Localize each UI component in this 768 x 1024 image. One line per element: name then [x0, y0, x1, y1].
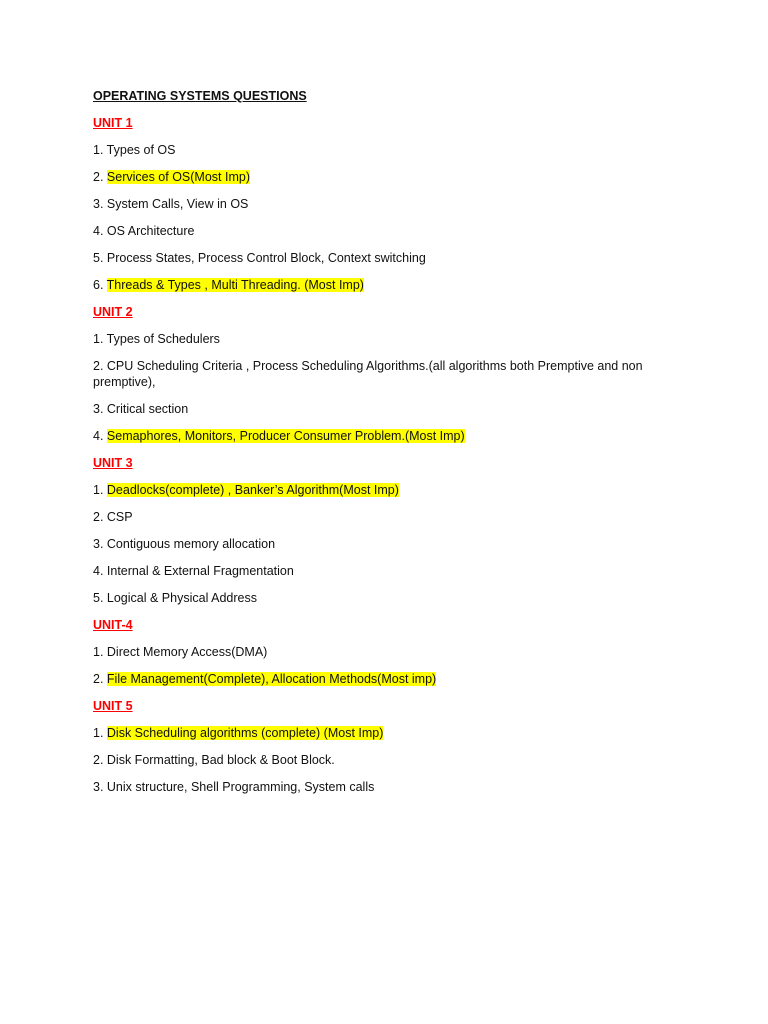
item-text-highlighted: Disk Scheduling algorithms (complete) (Most Imp) — [106, 726, 384, 740]
item-number: 4. — [93, 224, 107, 238]
item-number: 2. — [93, 510, 107, 524]
item-text-highlighted: Semaphores, Monitors, Producer Consumer Problem.(Most Imp) — [106, 429, 465, 443]
list-item — [93, 536, 683, 552]
item-text-highlighted: Threads & Types , Multi Threading. (Most Imp) — [106, 278, 364, 292]
item-number: 1. — [93, 143, 107, 157]
unit-heading: UNIT-4 — [93, 618, 133, 632]
item-number: 1. — [93, 332, 107, 346]
list-item — [93, 779, 683, 795]
item-text: Disk Formatting, Bad block & Boot Block. — [106, 753, 335, 767]
list-item — [93, 509, 683, 525]
item-number: 1. — [93, 726, 107, 740]
item-number: 2. — [93, 170, 107, 184]
item-number: 2. — [93, 359, 107, 373]
list-item — [93, 401, 683, 417]
item-number: 1. — [93, 483, 107, 497]
item-number: 5. — [93, 251, 107, 265]
item-text: Unix structure, Shell Programming, System calls — [106, 780, 375, 794]
item-text-highlighted: Deadlocks(complete) , Banker’s Algorithm(Most Imp) — [106, 483, 399, 497]
list-item — [93, 482, 683, 498]
item-text: Contiguous memory allocation — [106, 537, 276, 551]
list-item — [93, 590, 683, 606]
unit-heading: UNIT 5 — [93, 699, 133, 713]
item-number: 5. — [93, 591, 107, 605]
item-text: Types of OS — [106, 143, 176, 157]
list-item — [93, 428, 683, 444]
item-number: 1. — [93, 645, 107, 659]
list-item — [93, 169, 683, 185]
item-number: 3. — [93, 402, 107, 416]
item-text: Logical & Physical Address — [106, 591, 257, 605]
unit-heading: UNIT 1 — [93, 116, 133, 130]
item-text: CSP — [106, 510, 133, 524]
item-text-highlighted: File Management(Complete), Allocation Methods(Most imp) — [106, 672, 437, 686]
list-item — [93, 358, 683, 390]
item-number: 3. — [93, 197, 107, 211]
list-item — [93, 142, 683, 158]
item-text: Types of Schedulers — [106, 332, 220, 346]
unit-heading: UNIT 2 — [93, 305, 133, 319]
item-text: System Calls, View in OS — [106, 197, 249, 211]
document-body — [93, 88, 683, 806]
list-item — [93, 752, 683, 768]
item-text: CPU Scheduling Criteria , Process Scheduling Algorithms.(all algorithms both Premptive and non premptive), — [93, 359, 647, 389]
list-item — [93, 277, 683, 293]
item-text: Direct Memory Access(DMA) — [106, 645, 268, 659]
list-item — [93, 644, 683, 660]
item-text: Process States, Process Control Block, Context switching — [106, 251, 426, 265]
item-number: 2. — [93, 753, 107, 767]
item-number: 4. — [93, 564, 107, 578]
units-container — [93, 115, 683, 795]
item-number: 2. — [93, 672, 107, 686]
unit-heading: UNIT 3 — [93, 456, 133, 470]
item-text: Critical section — [106, 402, 189, 416]
document-title: OPERATING SYSTEMS QUESTIONS — [93, 89, 307, 103]
list-item — [93, 196, 683, 212]
list-item — [93, 671, 683, 687]
item-number: 3. — [93, 537, 107, 551]
item-text: Internal & External Fragmentation — [106, 564, 294, 578]
list-item — [93, 331, 683, 347]
item-text-highlighted: Services of OS(Most Imp) — [106, 170, 250, 184]
list-item — [93, 250, 683, 266]
item-number: 6. — [93, 278, 107, 292]
item-number: 3. — [93, 780, 107, 794]
list-item — [93, 223, 683, 239]
item-text: OS Architecture — [106, 224, 195, 238]
list-item — [93, 563, 683, 579]
list-item — [93, 725, 683, 741]
item-number: 4. — [93, 429, 107, 443]
